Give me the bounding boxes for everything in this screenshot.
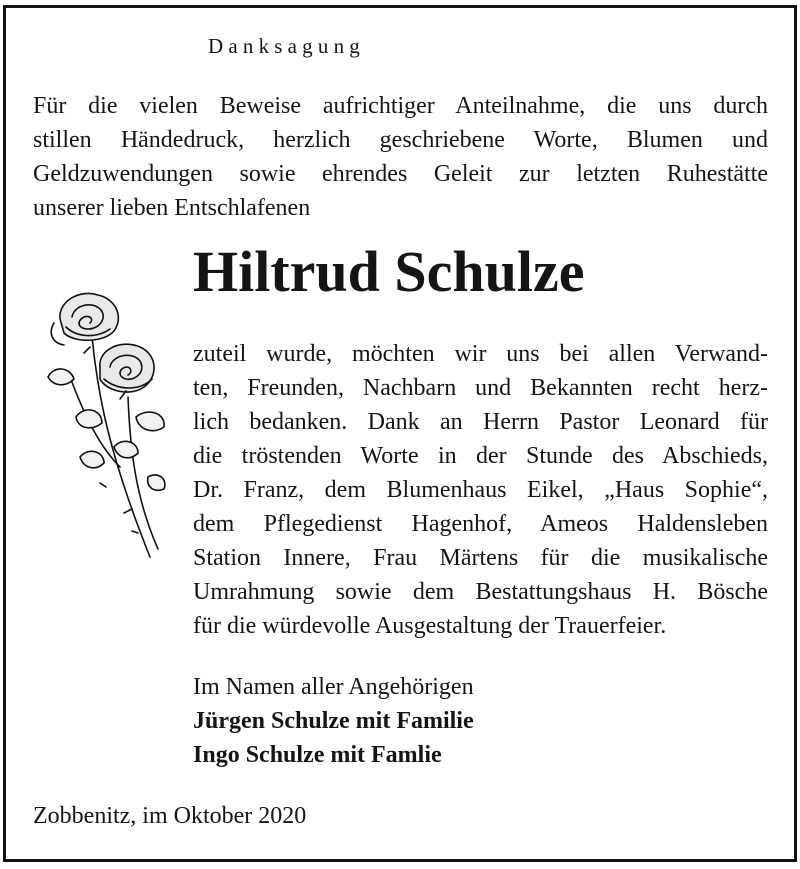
body-line: Station Innere, Frau Märtens für die musikalische — [193, 545, 768, 571]
signature-intro: Im Namen aller Angehörigen — [193, 674, 474, 700]
place-date: Zobbenitz, im Oktober 2020 — [33, 803, 307, 829]
intro-line: Für die vielen Beweise aufrichtiger Anteilnahme, die uns durch — [33, 93, 768, 119]
body-line: dem Pflegedienst Hagenhof, Ameos Haldensleben — [193, 511, 768, 537]
deceased-name: Hiltrud Schulze — [193, 239, 585, 304]
roses-icon — [40, 287, 175, 572]
signature-block — [193, 670, 693, 772]
body-line: die tröstenden Worte in der Stunde des Abschieds, — [193, 443, 768, 469]
body-line: zuteil wurde, möchten wir uns bei allen Verwand- — [193, 341, 768, 367]
signature-family-2: Ingo Schulze mit Famlie — [193, 742, 442, 768]
thanks-paragraph — [193, 337, 768, 643]
body-line: ten, Freunden, Nachbarn und Bekannten recht herz- — [193, 375, 768, 401]
body-line: lich bedanken. Dank an Herrn Pastor Leonard für — [193, 409, 768, 435]
body-line: Umrahmung sowie dem Bestattungshaus H. Bösche — [193, 579, 768, 605]
intro-line: Geldzuwendungen sowie ehrendes Geleit zur letzten Ruhestätte — [33, 161, 768, 187]
intro-line: unserer lieben Entschlafenen — [33, 195, 311, 221]
notice-heading: Danksagung — [208, 34, 365, 58]
body-line: für die würdevolle Ausgestaltung der Trauerfeier. — [193, 613, 667, 639]
signature-family-1: Jürgen Schulze mit Familie — [193, 708, 474, 734]
intro-paragraph — [33, 89, 768, 225]
intro-line: stillen Händedruck, herzlich geschriebene Worte, Blumen und — [33, 127, 768, 153]
body-line: Dr. Franz, dem Blumenhaus Eikel, „Haus Sophie“, — [193, 477, 768, 503]
